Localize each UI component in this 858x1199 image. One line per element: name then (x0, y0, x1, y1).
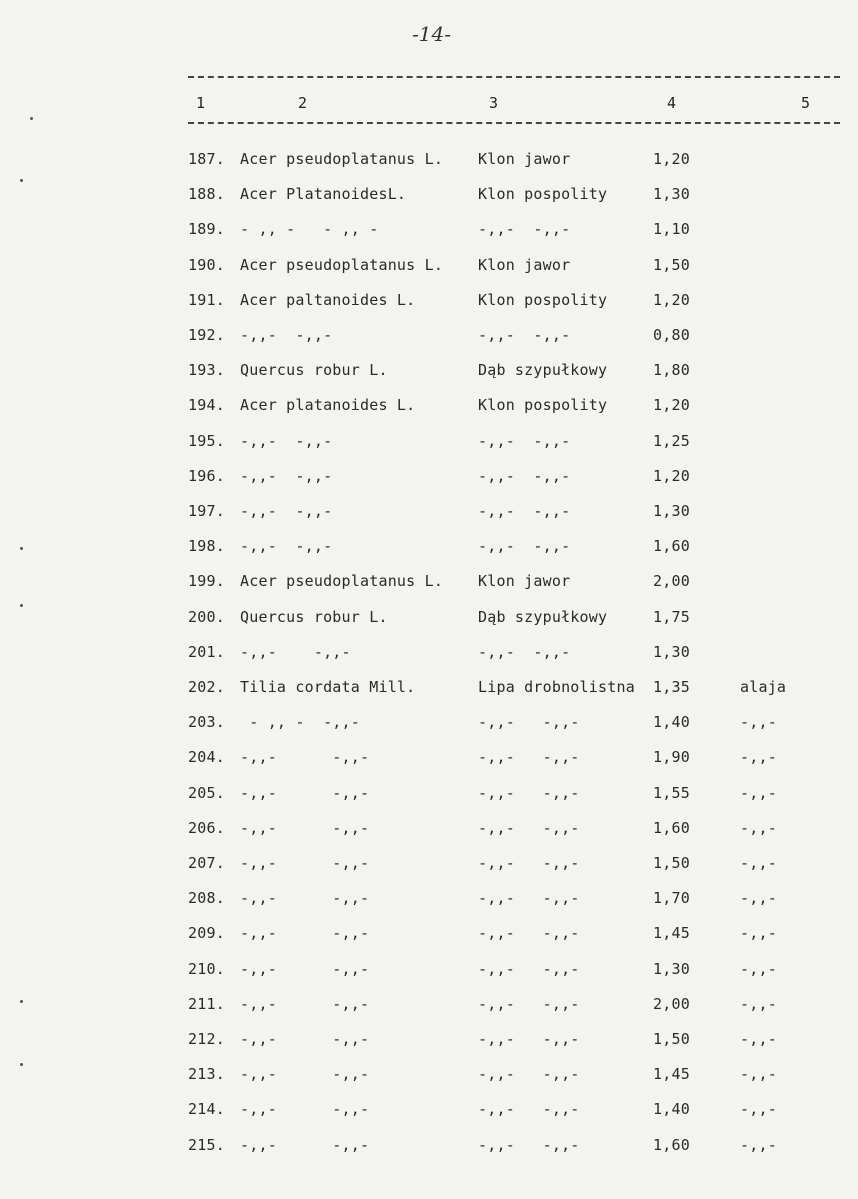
polish-name: -,,- -,,- (478, 924, 580, 943)
polish-name: -,,- -,,- (478, 326, 571, 344)
measurement-value: 1,80 (653, 361, 690, 380)
latin-name: -,,- -,,- (240, 748, 370, 767)
row-number: 197. (188, 502, 225, 520)
remark: -,,- (740, 924, 777, 943)
polish-name: Klon pospolity (478, 290, 608, 309)
row-number: 199. (188, 572, 225, 591)
row-number: 200. (188, 607, 225, 626)
row-number: 193. (188, 361, 225, 380)
measurement-value: 1,70 (653, 889, 690, 908)
latin-name: -,,- -,,- (240, 537, 333, 556)
column-header-5: 5 (801, 94, 811, 112)
row-number: 210. (188, 959, 225, 978)
row-number: 208. (188, 889, 225, 908)
scan-speck (20, 179, 23, 182)
row-number: 202. (188, 678, 225, 696)
column-header-4: 4 (667, 94, 677, 112)
latin-name: Acer pseudoplatanus L. (240, 572, 444, 591)
latin-name: Acer PlatanoidesL. (240, 185, 407, 204)
polish-name: Lipa drobnolistna (478, 678, 635, 696)
measurement-value: 1,20 (653, 396, 690, 415)
measurement-value: 1,30 (653, 185, 690, 204)
measurement-value: 1,60 (653, 537, 690, 556)
latin-name: -,,- -,,- (240, 1100, 370, 1119)
row-number: 203. (188, 713, 225, 732)
scan-speck (30, 117, 33, 120)
latin-name: - ,, - -,,- (240, 713, 360, 732)
latin-name: Quercus robur L. (240, 607, 388, 626)
polish-name: -,,- -,,- (478, 642, 571, 661)
remark: -,,- (740, 854, 777, 872)
polish-name: -,,- -,,- (478, 537, 571, 556)
measurement-value: 1,55 (653, 783, 690, 802)
row-number: 196. (188, 466, 225, 485)
measurement-value: 1,60 (653, 818, 690, 837)
remark: -,,- (740, 959, 777, 978)
latin-name: Acer pseudoplatanus L. (240, 150, 444, 168)
measurement-value: 2,00 (653, 994, 690, 1013)
measurement-value: 1,10 (653, 220, 690, 239)
polish-name: Klon jawor (478, 150, 571, 168)
remark: -,,- (740, 994, 777, 1013)
row-number: 207. (188, 854, 225, 872)
latin-name: -,,- -,,- (240, 326, 333, 344)
polish-name: Klon jawor (478, 572, 571, 591)
latin-name: -,,- -,,- (240, 924, 370, 943)
measurement-value: 1,35 (653, 678, 690, 696)
polish-name: -,,- -,,- (478, 1030, 580, 1048)
scan-speck (20, 1063, 23, 1066)
measurement-value: 1,20 (653, 466, 690, 485)
measurement-value: 1,45 (653, 1065, 690, 1084)
column-header-2: 2 (298, 94, 308, 112)
row-number: 190. (188, 255, 225, 274)
polish-name: Klon pospolity (478, 396, 608, 415)
row-number: 206. (188, 818, 225, 837)
latin-name: -,,- -,,- (240, 431, 333, 450)
remark: -,,- (740, 889, 777, 908)
latin-name: -,,- -,,- (240, 994, 370, 1013)
latin-name: -,,- -,,- (240, 1030, 370, 1048)
remark: -,,- (740, 1100, 777, 1119)
latin-name: Acer platanoides L. (240, 396, 416, 415)
row-number: 189. (188, 220, 225, 239)
polish-name: -,,- -,,- (478, 220, 571, 239)
column-header-1: 1 (196, 94, 206, 112)
polish-name: -,,- -,,- (478, 818, 580, 837)
polish-name: Dąb szypułkowy (478, 607, 608, 626)
polish-name: Klon jawor (478, 255, 571, 274)
measurement-value: 1,25 (653, 431, 690, 450)
scan-speck (20, 547, 23, 550)
measurement-value: 0,80 (653, 326, 690, 344)
latin-name: Acer pseudoplatanus L. (240, 255, 444, 274)
remark: -,,- (740, 818, 777, 837)
polish-name: -,,- -,,- (478, 854, 580, 872)
row-number: 198. (188, 537, 225, 556)
remark: -,,- (740, 783, 777, 802)
measurement-value: 1,30 (653, 642, 690, 661)
remark: alaja (740, 678, 787, 696)
measurement-value: 1,75 (653, 607, 690, 626)
row-number: 211. (188, 994, 225, 1013)
page-number: -14- (412, 22, 451, 46)
row-number: 209. (188, 924, 225, 943)
polish-name: -,,- -,,- (478, 431, 571, 450)
measurement-value: 1,60 (653, 1135, 690, 1154)
row-number: 201. (188, 642, 225, 661)
polish-name: -,,- -,,- (478, 783, 580, 802)
latin-name: -,,- -,,- (240, 466, 333, 485)
row-number: 214. (188, 1100, 225, 1119)
measurement-value: 1,45 (653, 924, 690, 943)
latin-name: -,,- -,,- (240, 642, 351, 661)
latin-name: -,,- -,,- (240, 502, 333, 520)
polish-name: -,,- -,,- (478, 1100, 580, 1119)
measurement-value: 1,40 (653, 1100, 690, 1119)
latin-name: -,,- -,,- (240, 1135, 370, 1154)
latin-name: - ,, - - ,, - (240, 220, 379, 239)
polish-name: -,,- -,,- (478, 959, 580, 978)
column-header-3: 3 (489, 94, 499, 112)
measurement-value: 1,50 (653, 1030, 690, 1048)
row-number: 188. (188, 185, 225, 204)
row-number: 195. (188, 431, 225, 450)
measurement-value: 1,20 (653, 150, 690, 168)
measurement-value: 1,20 (653, 290, 690, 309)
scan-speck (20, 1000, 23, 1003)
measurement-value: 1,40 (653, 713, 690, 732)
header-bottom-rule (188, 122, 840, 124)
polish-name: Klon pospolity (478, 185, 608, 204)
scan-speck (20, 604, 23, 607)
remark: -,,- (740, 1135, 777, 1154)
measurement-value: 2,00 (653, 572, 690, 591)
row-number: 191. (188, 290, 225, 309)
measurement-value: 1,50 (653, 255, 690, 274)
latin-name: Acer paltanoides L. (240, 290, 416, 309)
latin-name: Quercus robur L. (240, 361, 388, 380)
latin-name: -,,- -,,- (240, 1065, 370, 1084)
row-number: 215. (188, 1135, 225, 1154)
row-number: 192. (188, 326, 225, 344)
remark: -,,- (740, 748, 777, 767)
latin-name: -,,- -,,- (240, 854, 370, 872)
polish-name: -,,- -,,- (478, 889, 580, 908)
measurement-value: 1,50 (653, 854, 690, 872)
polish-name: -,,- -,,- (478, 466, 571, 485)
polish-name: -,,- -,,- (478, 1065, 580, 1084)
latin-name: -,,- -,,- (240, 889, 370, 908)
polish-name: Dąb szypułkowy (478, 361, 608, 380)
latin-name: Tilia cordata Mill. (240, 678, 416, 696)
polish-name: -,,- -,,- (478, 994, 580, 1013)
latin-name: -,,- -,,- (240, 959, 370, 978)
latin-name: -,,- -,,- (240, 818, 370, 837)
latin-name: -,,- -,,- (240, 783, 370, 802)
polish-name: -,,- -,,- (478, 748, 580, 767)
row-number: 205. (188, 783, 225, 802)
row-number: 212. (188, 1030, 225, 1048)
measurement-value: 1,30 (653, 502, 690, 520)
polish-name: -,,- -,,- (478, 1135, 580, 1154)
remark: -,,- (740, 1065, 777, 1084)
measurement-value: 1,30 (653, 959, 690, 978)
row-number: 187. (188, 150, 225, 168)
remark: -,,- (740, 1030, 777, 1048)
row-number: 204. (188, 748, 225, 767)
row-number: 213. (188, 1065, 225, 1084)
polish-name: -,,- -,,- (478, 502, 571, 520)
polish-name: -,,- -,,- (478, 713, 580, 732)
measurement-value: 1,90 (653, 748, 690, 767)
remark: -,,- (740, 713, 777, 732)
row-number: 194. (188, 396, 225, 415)
header-top-rule (188, 76, 840, 78)
